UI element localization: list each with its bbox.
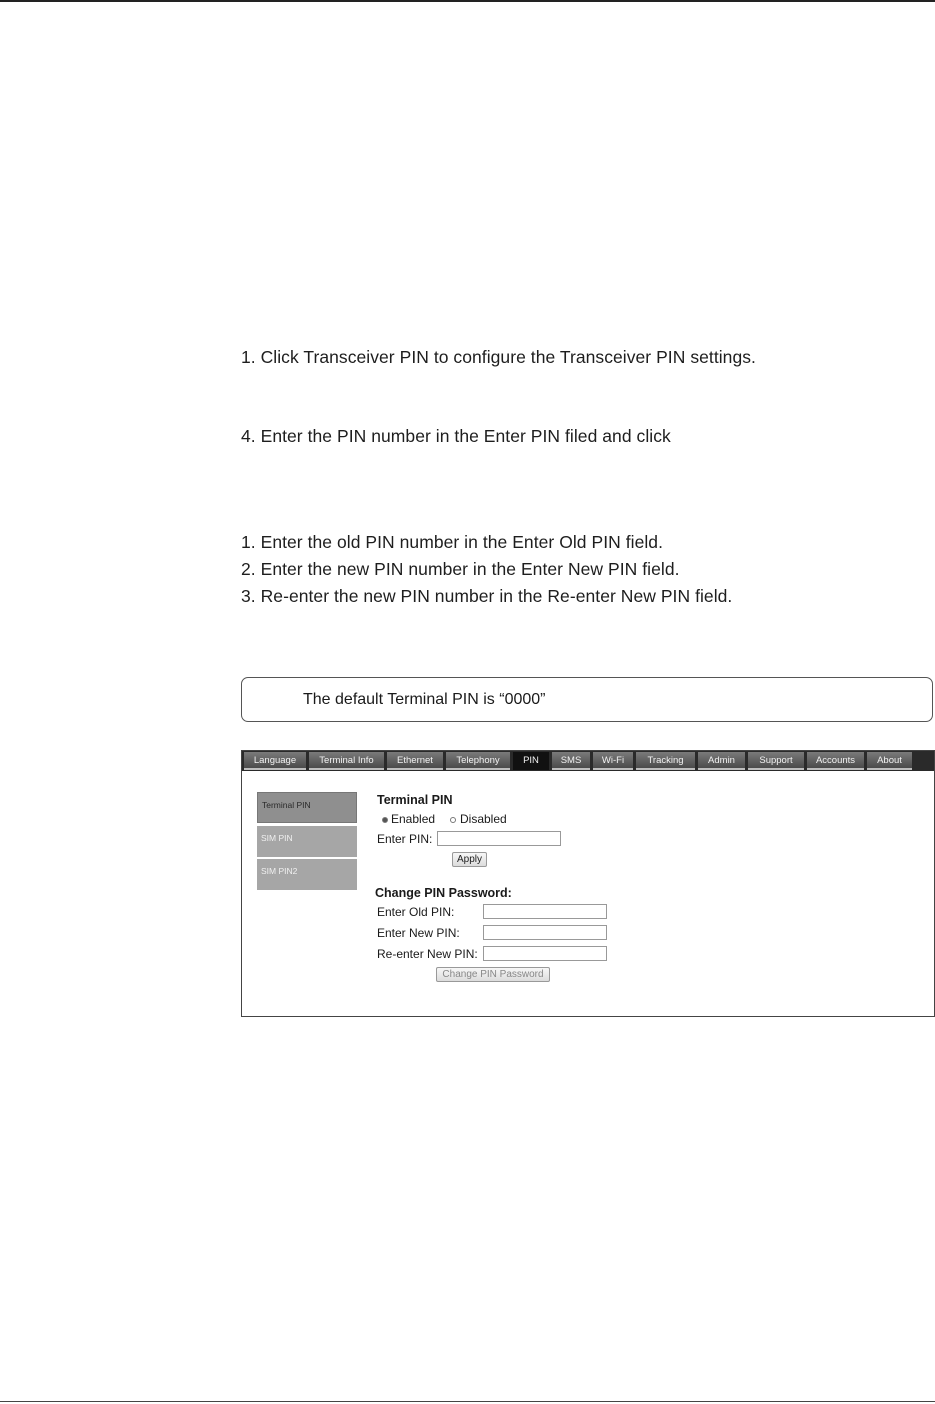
change-step-3: 3. Re-enter the new PIN number in the Re-enter New PIN field. (241, 586, 733, 606)
disabled-radio[interactable] (450, 817, 456, 823)
enter-pin-field[interactable] (437, 831, 561, 846)
pin-settings-screenshot (241, 750, 935, 1017)
sidebar-item-terminal-pin[interactable]: Terminal PIN (257, 792, 357, 823)
sidebar-item-sim-pin[interactable]: SIM PIN (257, 826, 357, 857)
tab-about[interactable]: About (867, 752, 912, 770)
terminal-pin-heading: Terminal PIN (377, 793, 453, 807)
change-pin-heading: Change PIN Password: (375, 886, 512, 900)
tab-wifi[interactable]: Wi-Fi (593, 752, 633, 770)
change-step-1: 1. Enter the old PIN number in the Enter Old PIN field. (241, 532, 663, 552)
note-text: The default Terminal PIN is “0000” (303, 691, 546, 708)
tab-support[interactable]: Support (748, 752, 804, 770)
tab-sms[interactable]: SMS (552, 752, 590, 770)
change-pin-password-button[interactable]: Change PIN Password (436, 967, 550, 982)
enter-pin-label: Enter PIN: (377, 832, 433, 846)
tab-ethernet[interactable]: Ethernet (387, 752, 443, 770)
old-pin-label: Enter Old PIN: (377, 905, 455, 919)
new-pin-field[interactable] (483, 925, 607, 940)
bottom-rule (0, 1401, 935, 1402)
enabled-radio[interactable] (382, 817, 388, 823)
tab-terminal-info[interactable]: Terminal Info (309, 752, 384, 770)
tab-language[interactable]: Language (244, 752, 306, 770)
transceiver-step-4: 4. Enter the PIN number in the Enter PIN filed and click (241, 426, 671, 446)
tab-accounts[interactable]: Accounts (807, 752, 864, 770)
sidebar-item-sim-pin2[interactable]: SIM PIN2 (257, 859, 357, 890)
tab-tracking[interactable]: Tracking (636, 752, 695, 770)
reenter-pin-field[interactable] (483, 946, 607, 961)
reenter-pin-label: Re-enter New PIN: (377, 947, 478, 961)
new-pin-label: Enter New PIN: (377, 926, 460, 940)
note-box (241, 677, 933, 722)
enabled-label: Enabled (391, 812, 436, 826)
apply-button[interactable]: Apply (452, 852, 487, 867)
change-step-2: 2. Enter the new PIN number in the Enter New PIN field. (241, 559, 680, 579)
tab-telephony[interactable]: Telephony (446, 752, 510, 770)
tab-pin[interactable]: PIN (513, 752, 549, 770)
tab-bar (242, 751, 934, 771)
transceiver-step-1: 1. Click Transceiver PIN to configure the Transceiver PIN settings. (241, 347, 756, 367)
tab-admin[interactable]: Admin (698, 752, 745, 770)
top-rule (0, 0, 935, 2)
old-pin-field[interactable] (483, 904, 607, 919)
disabled-label: Disabled (460, 812, 507, 826)
